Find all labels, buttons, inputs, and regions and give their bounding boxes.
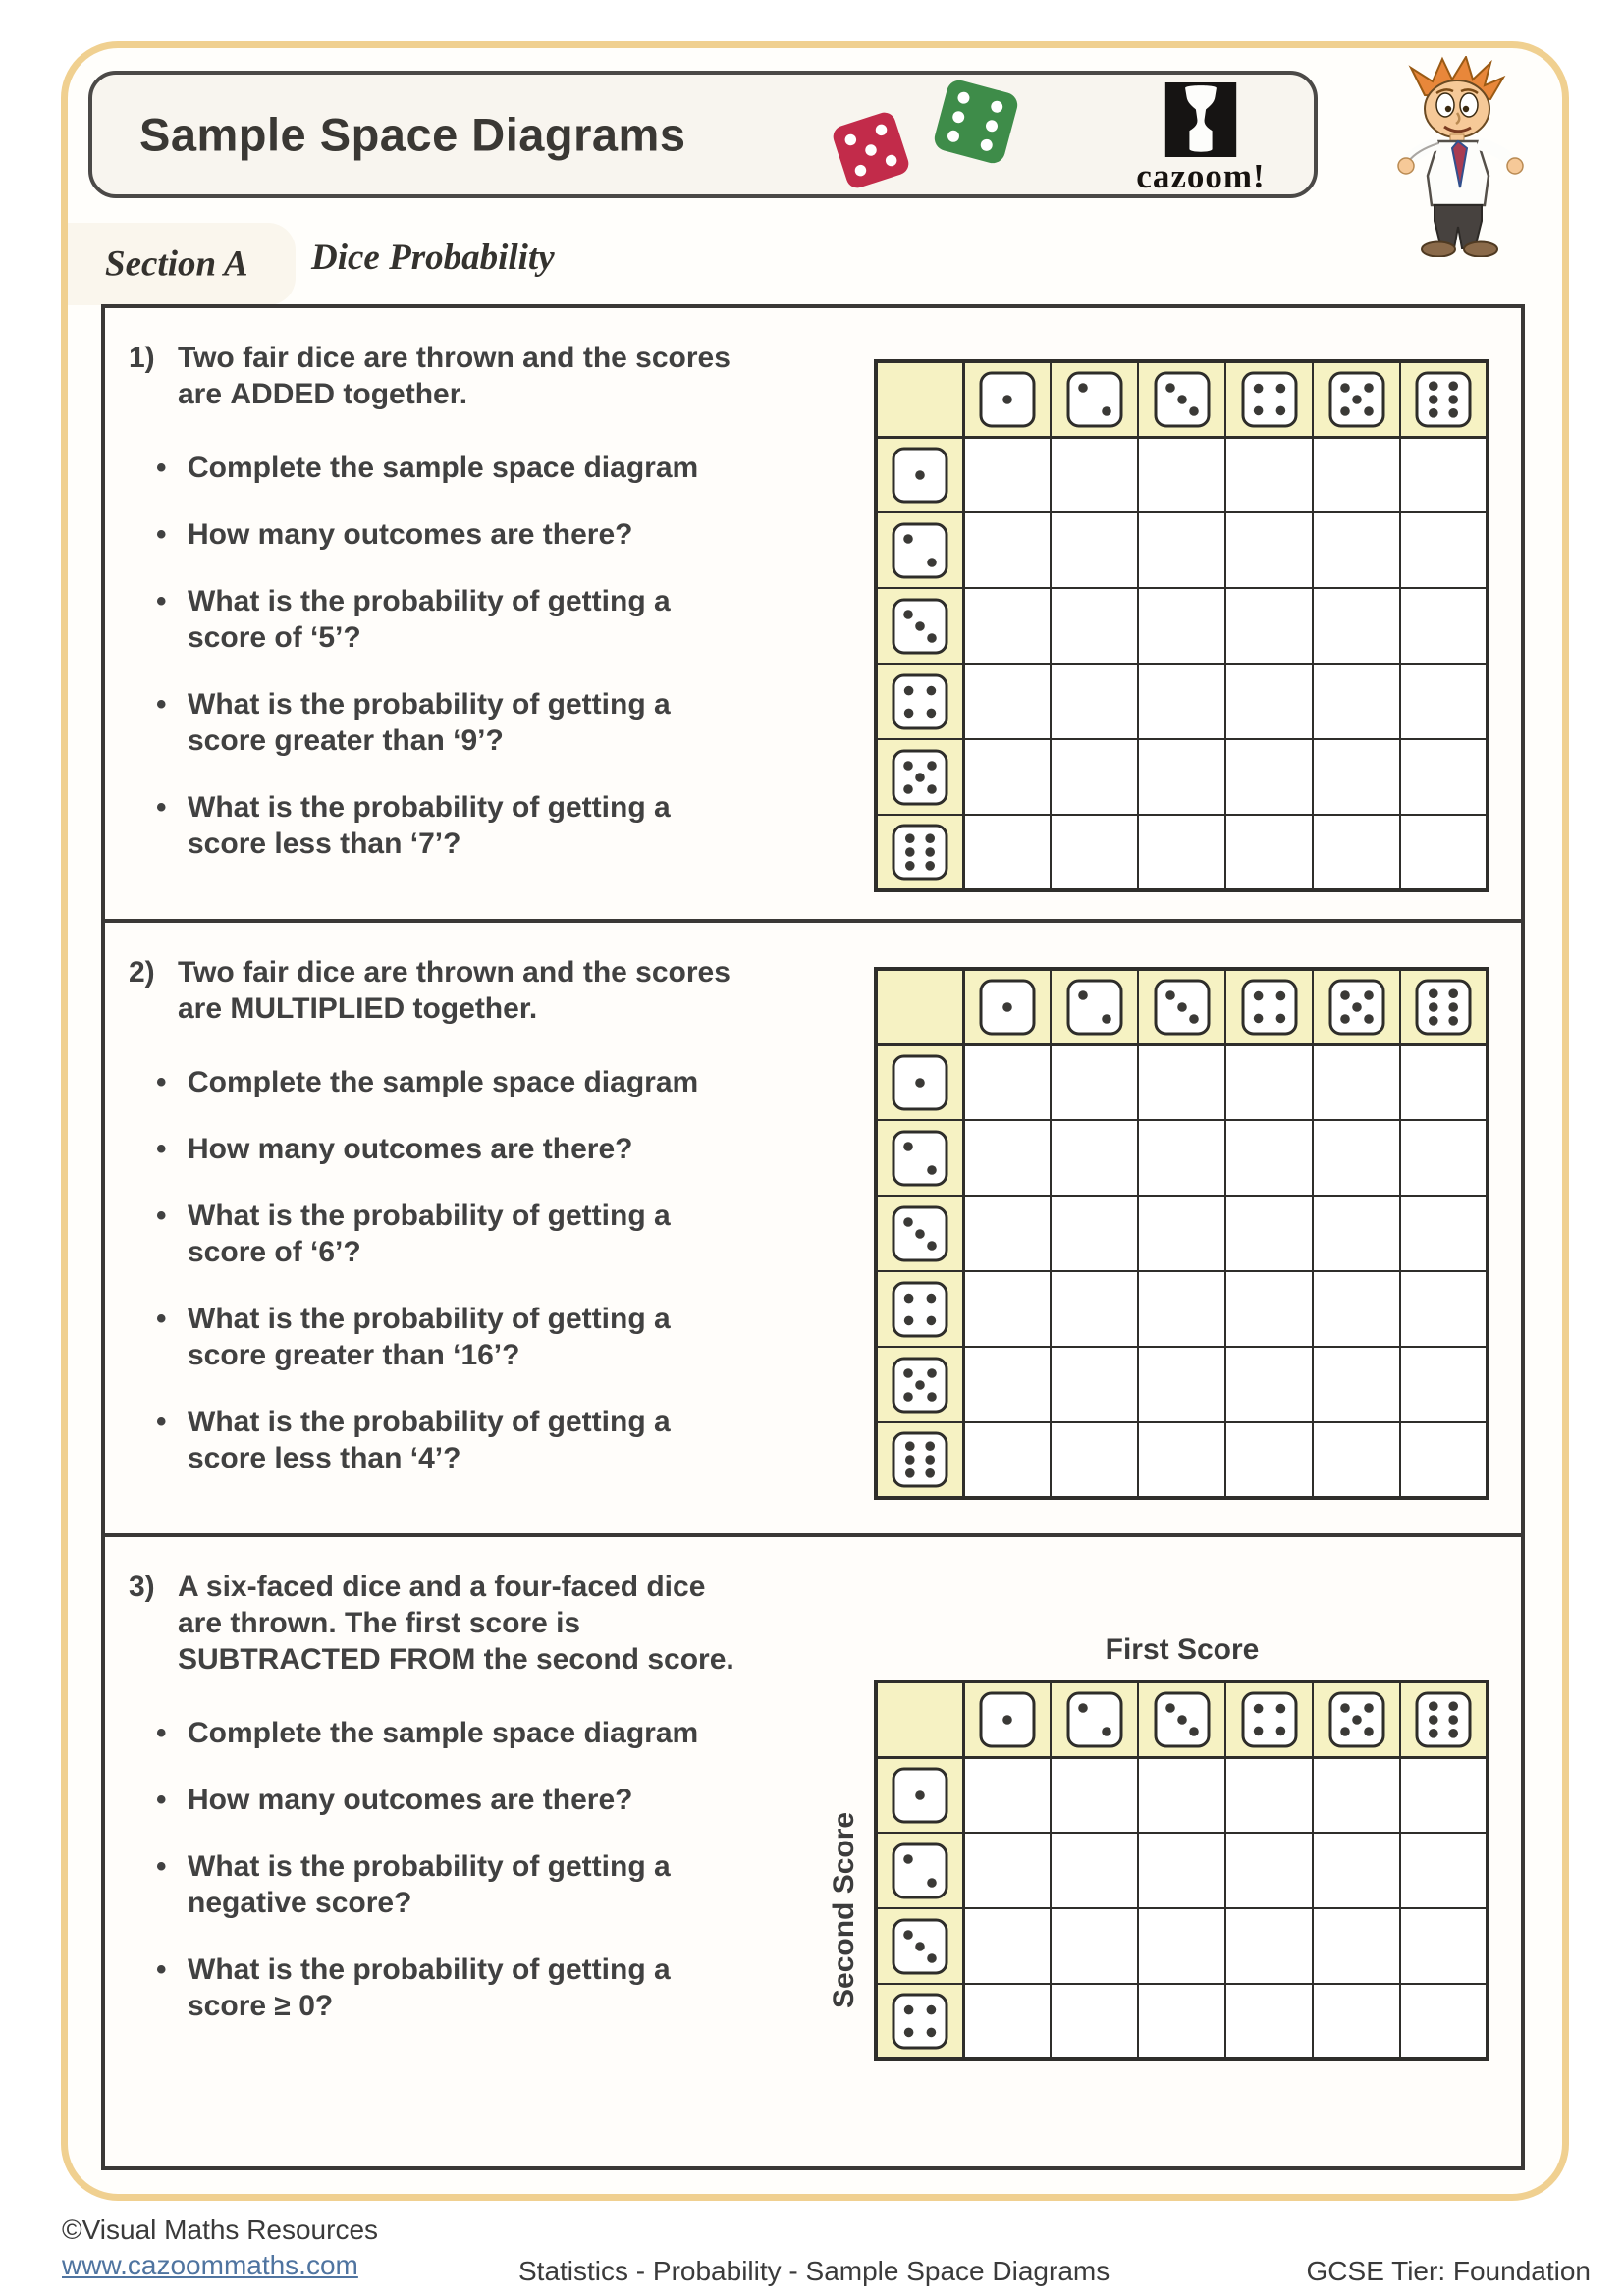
- answer-cell: [1051, 1833, 1138, 1908]
- answer-cell: [1225, 1271, 1313, 1347]
- answer-cell: [1225, 664, 1313, 739]
- answer-cell: [1138, 815, 1225, 890]
- title-box: [88, 71, 1318, 198]
- column-header-die-1: [963, 1682, 1051, 1757]
- answer-cell: [1313, 1757, 1400, 1833]
- question-bullet: • Complete the sample space diagram: [156, 452, 699, 484]
- answer-cell: [1138, 1984, 1225, 2059]
- answer-cell: [1051, 1757, 1138, 1833]
- answer-cell: [1313, 1833, 1400, 1908]
- die-3-icon: [891, 596, 949, 657]
- die-2-icon: [891, 1841, 949, 1901]
- answer-cell: [1225, 437, 1313, 512]
- die-3-icon: [1153, 369, 1212, 430]
- dice-logo: [831, 80, 1056, 190]
- column-header-die-5: [1313, 361, 1400, 437]
- answer-cell: [1225, 1347, 1313, 1422]
- bullet-icon: •: [156, 1784, 167, 1816]
- die-3-icon: [891, 1203, 949, 1264]
- row-header-die-4: [876, 664, 963, 739]
- answer-cell: [1138, 1196, 1225, 1271]
- answer-cell: [1313, 739, 1400, 815]
- section-label: Section A: [105, 243, 248, 285]
- answer-cell: [1313, 437, 1400, 512]
- red-die-icon: [820, 99, 921, 200]
- column-header-die-2: [1051, 969, 1138, 1044]
- row-header-die-2: [876, 512, 963, 588]
- die-1-icon: [891, 1052, 949, 1113]
- answer-cell: [1225, 739, 1313, 815]
- answer-cell: [1225, 1120, 1313, 1196]
- bullet-icon: •: [156, 1850, 167, 1883]
- answer-cell: [1400, 664, 1488, 739]
- answer-cell: [1051, 739, 1138, 815]
- bullet-icon: •: [156, 1953, 167, 1986]
- answer-cell: [1313, 1908, 1400, 1984]
- die-1-icon: [978, 1689, 1037, 1750]
- bullet-icon: •: [156, 1066, 167, 1098]
- row-header-die-1: [876, 1757, 963, 1833]
- bullet-icon: •: [156, 1200, 167, 1232]
- die-2-icon: [891, 520, 949, 581]
- answer-cell: [1138, 1422, 1225, 1498]
- question-text: [129, 340, 757, 892]
- row-header-die-5: [876, 1347, 963, 1422]
- second-score-label: Second Score: [828, 1811, 860, 2009]
- brand-wordmark: cazoom!: [1136, 157, 1266, 195]
- sample-space-table: [874, 359, 1489, 892]
- question-2: [101, 919, 1525, 1537]
- answer-cell: [1225, 1196, 1313, 1271]
- footer-category: Statistics - Probability - Sample Space Diagrams: [518, 2256, 1110, 2286]
- first-score-label: First Score: [1105, 1633, 1260, 1666]
- die-6-icon: [1414, 977, 1473, 1038]
- row-header-die-3: [876, 588, 963, 664]
- bullet-icon: •: [156, 1303, 167, 1335]
- die-4-icon: [891, 1279, 949, 1340]
- answer-cell: [1400, 1908, 1488, 1984]
- answer-cell: [1225, 1833, 1313, 1908]
- question-bullet: • What is the probability of getting a score greater than ‘9’?: [156, 688, 671, 757]
- die-1-icon: [978, 977, 1037, 1038]
- footer-website-link[interactable]: www.cazoommaths.com: [62, 2250, 358, 2280]
- question-bullet: • How many outcomes are there?: [156, 518, 633, 551]
- answer-cell: [1225, 512, 1313, 588]
- die-2-icon: [1065, 369, 1124, 430]
- question-bullet: • What is the probability of getting a score less than ‘4’?: [156, 1406, 671, 1474]
- answer-cell: [1400, 1347, 1488, 1422]
- column-header-die-5: [1313, 969, 1400, 1044]
- answer-cell: [1313, 1120, 1400, 1196]
- row-header-die-3: [876, 1908, 963, 1984]
- row-header-die-5: [876, 739, 963, 815]
- die-4-icon: [891, 1991, 949, 2052]
- die-4-icon: [891, 671, 949, 732]
- die-4-icon: [1240, 1689, 1299, 1750]
- answer-cell: [1138, 437, 1225, 512]
- answer-cell: [1138, 1908, 1225, 1984]
- answer-cell: [1400, 1757, 1488, 1833]
- question-bullet: • What is the probability of getting a score of ‘5’?: [156, 585, 671, 654]
- table-wrapper: [874, 967, 1489, 1500]
- die-1-icon: [891, 445, 949, 506]
- column-header-die-1: [963, 361, 1051, 437]
- bullet-icon: •: [156, 518, 167, 551]
- bullet-icon: •: [156, 452, 167, 484]
- answer-cell: [1400, 739, 1488, 815]
- section-topic: Dice Probability: [311, 238, 555, 278]
- die-4-icon: [1240, 369, 1299, 430]
- answer-cell: [963, 1120, 1051, 1196]
- answer-cell: [1051, 1908, 1138, 1984]
- question-text: [129, 954, 757, 1507]
- emphasis-word: ADDED: [230, 378, 336, 410]
- column-header-die-6: [1400, 969, 1488, 1044]
- answer-cell: [963, 1984, 1051, 2059]
- die-3-icon: [891, 1916, 949, 1977]
- footer-tier: GCSE Tier: Foundation: [1306, 2256, 1591, 2286]
- question-number: 1): [129, 342, 155, 374]
- answer-cell: [1313, 588, 1400, 664]
- answer-cell: [1051, 1422, 1138, 1498]
- corner-cell: [876, 969, 963, 1044]
- question-bullet: • Complete the sample space diagram: [156, 1717, 699, 1749]
- answer-cell: [1400, 1422, 1488, 1498]
- answer-cell: [1313, 1422, 1400, 1498]
- column-header-die-3: [1138, 969, 1225, 1044]
- drum-icon: [1164, 82, 1237, 157]
- answer-cell: [1138, 512, 1225, 588]
- column-header-die-3: [1138, 361, 1225, 437]
- column-header-die-6: [1400, 361, 1488, 437]
- green-die-icon: [921, 67, 1032, 178]
- bullet-icon: •: [156, 1406, 167, 1438]
- row-header-die-3: [876, 1196, 963, 1271]
- answer-cell: [1051, 1271, 1138, 1347]
- question-bullet: • What is the probability of getting a score greater than ‘16’?: [156, 1303, 671, 1371]
- column-header-die-4: [1225, 1682, 1313, 1757]
- answer-cell: [1138, 739, 1225, 815]
- answer-cell: [1225, 1984, 1313, 2059]
- answer-cell: [963, 1271, 1051, 1347]
- column-header-die-5: [1313, 1682, 1400, 1757]
- bullet-icon: •: [156, 585, 167, 617]
- die-5-icon: [1327, 977, 1386, 1038]
- answer-cell: [1400, 588, 1488, 664]
- answer-cell: [963, 512, 1051, 588]
- answer-cell: [963, 1422, 1051, 1498]
- answer-cell: [1138, 1271, 1225, 1347]
- bullet-icon: •: [156, 791, 167, 824]
- question-bullet: • What is the probability of getting a score of ‘6’?: [156, 1200, 671, 1268]
- die-6-icon: [1414, 369, 1473, 430]
- answer-cell: [1138, 588, 1225, 664]
- question-number: 3): [129, 1571, 155, 1603]
- table-wrapper: [874, 359, 1489, 892]
- row-header-die-4: [876, 1984, 963, 2059]
- answer-cell: [963, 1757, 1051, 1833]
- row-header-die-2: [876, 1833, 963, 1908]
- table-wrapper: [874, 1680, 1489, 2061]
- answer-cell: [1138, 1120, 1225, 1196]
- die-3-icon: [1153, 1689, 1212, 1750]
- sample-space-table: [874, 1680, 1489, 2061]
- answer-cell: [1051, 815, 1138, 890]
- question-1: [101, 304, 1525, 923]
- answer-cell: [1051, 437, 1138, 512]
- row-header-die-4: [876, 1271, 963, 1347]
- die-6-icon: [891, 1429, 949, 1490]
- answer-cell: [963, 664, 1051, 739]
- corner-cell: [876, 361, 963, 437]
- questions-container: [101, 304, 1525, 2170]
- answer-cell: [1138, 1347, 1225, 1422]
- answer-cell: [1313, 512, 1400, 588]
- answer-cell: [1051, 664, 1138, 739]
- die-1-icon: [978, 369, 1037, 430]
- answer-cell: [963, 739, 1051, 815]
- answer-cell: [963, 588, 1051, 664]
- bullet-icon: •: [156, 1717, 167, 1749]
- question-3: [101, 1533, 1525, 2170]
- answer-cell: [1051, 1120, 1138, 1196]
- die-4-icon: [1240, 977, 1299, 1038]
- row-header-die-1: [876, 1044, 963, 1120]
- answer-cell: [1225, 588, 1313, 664]
- answer-cell: [963, 1908, 1051, 1984]
- die-5-icon: [1327, 369, 1386, 430]
- question-text: [129, 1569, 757, 2055]
- answer-cell: [1313, 1196, 1400, 1271]
- answer-cell: [1051, 1196, 1138, 1271]
- emphasis-word: SUBTRACTED FROM: [178, 1643, 476, 1676]
- answer-cell: [963, 1044, 1051, 1120]
- answer-cell: [963, 1196, 1051, 1271]
- answer-cell: [1225, 1422, 1313, 1498]
- answer-cell: [1138, 1833, 1225, 1908]
- answer-cell: [1400, 1833, 1488, 1908]
- question-bullet: • What is the probability of getting a score ≥ 0?: [156, 1953, 671, 2022]
- answer-cell: [963, 815, 1051, 890]
- page-title: Sample Space Diagrams: [139, 108, 686, 161]
- question-bullet: • How many outcomes are there?: [156, 1133, 633, 1165]
- emphasis-word: MULTIPLIED: [230, 992, 406, 1025]
- answer-cell: [1313, 1271, 1400, 1347]
- question-bullet: • What is the probability of getting a negative score?: [156, 1850, 671, 1919]
- die-6-icon: [891, 822, 949, 882]
- die-6-icon: [1414, 1689, 1473, 1750]
- question-bullet: • Complete the sample space diagram: [156, 1066, 699, 1098]
- answer-cell: [1400, 1044, 1488, 1120]
- answer-cell: [1051, 1984, 1138, 2059]
- answer-cell: [963, 437, 1051, 512]
- answer-cell: [1138, 1044, 1225, 1120]
- bullet-icon: •: [156, 688, 167, 721]
- column-header-die-4: [1225, 969, 1313, 1044]
- row-header-die-6: [876, 1422, 963, 1498]
- column-header-die-1: [963, 969, 1051, 1044]
- die-5-icon: [891, 1355, 949, 1415]
- row-header-die-2: [876, 1120, 963, 1196]
- footer-copyright: ©Visual Maths Resources: [62, 2215, 379, 2245]
- answer-cell: [1051, 588, 1138, 664]
- answer-cell: [1400, 1120, 1488, 1196]
- column-header-die-4: [1225, 361, 1313, 437]
- question-intro: 2) Two fair dice are thrown and the scores are MULTIPLIED together.: [129, 956, 731, 1025]
- question-bullet: • What is the probability of getting a score less than ‘7’?: [156, 791, 671, 860]
- corner-cell: [876, 1682, 963, 1757]
- answer-cell: [1313, 664, 1400, 739]
- answer-cell: [1313, 815, 1400, 890]
- section-pill: [68, 223, 296, 305]
- die-2-icon: [891, 1128, 949, 1189]
- column-header-die-2: [1051, 361, 1138, 437]
- cazoom-logo: [1117, 82, 1284, 196]
- question-intro: 1) Two fair dice are thrown and the scores are ADDED together.: [129, 342, 731, 410]
- column-header-die-2: [1051, 1682, 1138, 1757]
- die-5-icon: [1327, 1689, 1386, 1750]
- answer-cell: [1225, 1908, 1313, 1984]
- question-bullet: • How many outcomes are there?: [156, 1784, 633, 1816]
- answer-cell: [1400, 1271, 1488, 1347]
- answer-cell: [1313, 1984, 1400, 2059]
- question-number: 2): [129, 956, 155, 988]
- answer-cell: [1138, 664, 1225, 739]
- question-intro: 3) A six-faced dice and a four-faced dice are thrown. The first score is SUBTRACTED FROM the second score.: [129, 1571, 734, 1676]
- answer-cell: [1051, 1044, 1138, 1120]
- die-2-icon: [1065, 977, 1124, 1038]
- column-header-die-6: [1400, 1682, 1488, 1757]
- answer-cell: [1138, 1757, 1225, 1833]
- row-header-die-1: [876, 437, 963, 512]
- bullet-icon: •: [156, 1133, 167, 1165]
- answer-cell: [1051, 512, 1138, 588]
- mascot-character: [1395, 56, 1528, 257]
- worksheet-frame: [61, 41, 1569, 2201]
- die-2-icon: [1065, 1689, 1124, 1750]
- answer-cell: [963, 1347, 1051, 1422]
- answer-cell: [1400, 815, 1488, 890]
- die-5-icon: [891, 747, 949, 808]
- sample-space-table: [874, 967, 1489, 1500]
- answer-cell: [1313, 1347, 1400, 1422]
- answer-cell: [963, 1833, 1051, 1908]
- answer-cell: [1400, 512, 1488, 588]
- answer-cell: [1225, 815, 1313, 890]
- answer-cell: [1400, 1984, 1488, 2059]
- answer-cell: [1225, 1757, 1313, 1833]
- answer-cell: [1051, 1347, 1138, 1422]
- answer-cell: [1225, 1044, 1313, 1120]
- row-header-die-6: [876, 815, 963, 890]
- die-1-icon: [891, 1765, 949, 1826]
- answer-cell: [1313, 1044, 1400, 1120]
- die-3-icon: [1153, 977, 1212, 1038]
- answer-cell: [1400, 437, 1488, 512]
- column-header-die-3: [1138, 1682, 1225, 1757]
- answer-cell: [1400, 1196, 1488, 1271]
